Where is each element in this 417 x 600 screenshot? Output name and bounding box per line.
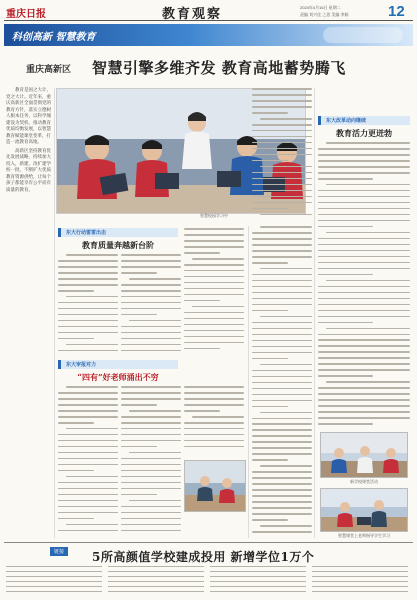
right-photo-top — [320, 432, 408, 478]
headline-title: 智慧引擎多维齐发 教育高地蓄势腾飞 — [92, 59, 346, 77]
right-photo-top-caption: 新学校课堂活动 — [350, 479, 378, 484]
right-photo-bottom-caption: 智慧课堂上老师指导学生学习 — [338, 533, 390, 538]
upper-right-text-col — [252, 88, 312, 220]
right-photo-bottom — [320, 488, 408, 532]
headline — [4, 52, 413, 82]
section-b-title: “四有”好老师涌出不穷 — [77, 372, 159, 382]
bottom-headline: 5所高颜值学校建成投用 新增学位1万个 — [92, 550, 315, 564]
column-rule-2 — [248, 226, 249, 538]
headline-pretitle: 重庆高新区 — [26, 65, 72, 75]
section-a-tag — [58, 228, 178, 237]
lede-body: 高新区坚持教育优先发展战略，持续加大投入，新建、改扩建学校一批，不断扩大优质教育资源供给，让每个孩子都能享有公平而有质量的教育。 — [6, 148, 51, 193]
bottom-article — [6, 566, 411, 598]
section-c-tag — [318, 116, 410, 125]
center-right-text-col — [252, 226, 312, 538]
section-title: 教育观察 — [162, 7, 223, 22]
lede-paragraph: 教育是国之大计、党之大计。近年来，重庆高新区全面贯彻党的教育方针，落实立德树人根本任务，以科学城建设为契机，推动教育优质均衡发展，以智慧教育赋能课堂变革，打造一流教育高地。 — [6, 88, 51, 145]
section-a-text-col1 — [58, 254, 118, 354]
topic-banner — [4, 24, 413, 46]
teacher-photo-illustration — [185, 461, 246, 512]
smart-classroom-illustration — [321, 489, 408, 532]
section-b-tag — [58, 360, 178, 369]
column-rule — [54, 88, 55, 538]
section-b-tag-text: 东大审报对力 — [66, 362, 97, 368]
newspaper-brand: 重庆日报 — [6, 9, 46, 20]
section-c-tag-text: 东大改革动向继续 — [326, 118, 367, 124]
issue-date: 2024年4月16日 星期二 — [300, 5, 341, 10]
section-b-text-col2 — [121, 386, 181, 536]
main-photo-caption: 智慧校园学习中 — [200, 213, 228, 218]
teacher-photo — [184, 460, 246, 512]
banner-decoration — [323, 27, 403, 43]
section-a-text-col2 — [121, 254, 181, 354]
section-a-tag-text: 东大行动雷雷出击 — [66, 230, 107, 236]
section-b-text-col3 — [184, 386, 244, 456]
bottom-link-tag: 链接 — [50, 547, 68, 556]
page-number: 12 — [388, 3, 405, 20]
section-a-text-col3 — [184, 228, 244, 354]
bottom-divider — [4, 542, 413, 543]
column-rule-3 — [314, 88, 315, 538]
masthead — [4, 3, 413, 21]
section-a-title: 教育质量奔越新台阶 — [82, 240, 154, 250]
editor-credit: 责编 刘兴佳 之思 美编 李娟 — [300, 12, 349, 17]
section-b-text-col1 — [58, 386, 118, 536]
school-activity-illustration — [321, 433, 408, 478]
section-c-title: 教育活力更迸勃 — [336, 128, 392, 138]
left-column — [6, 88, 52, 388]
banner-text: 科创高新 智慧教育 — [12, 32, 96, 43]
section-c-text — [318, 142, 410, 430]
